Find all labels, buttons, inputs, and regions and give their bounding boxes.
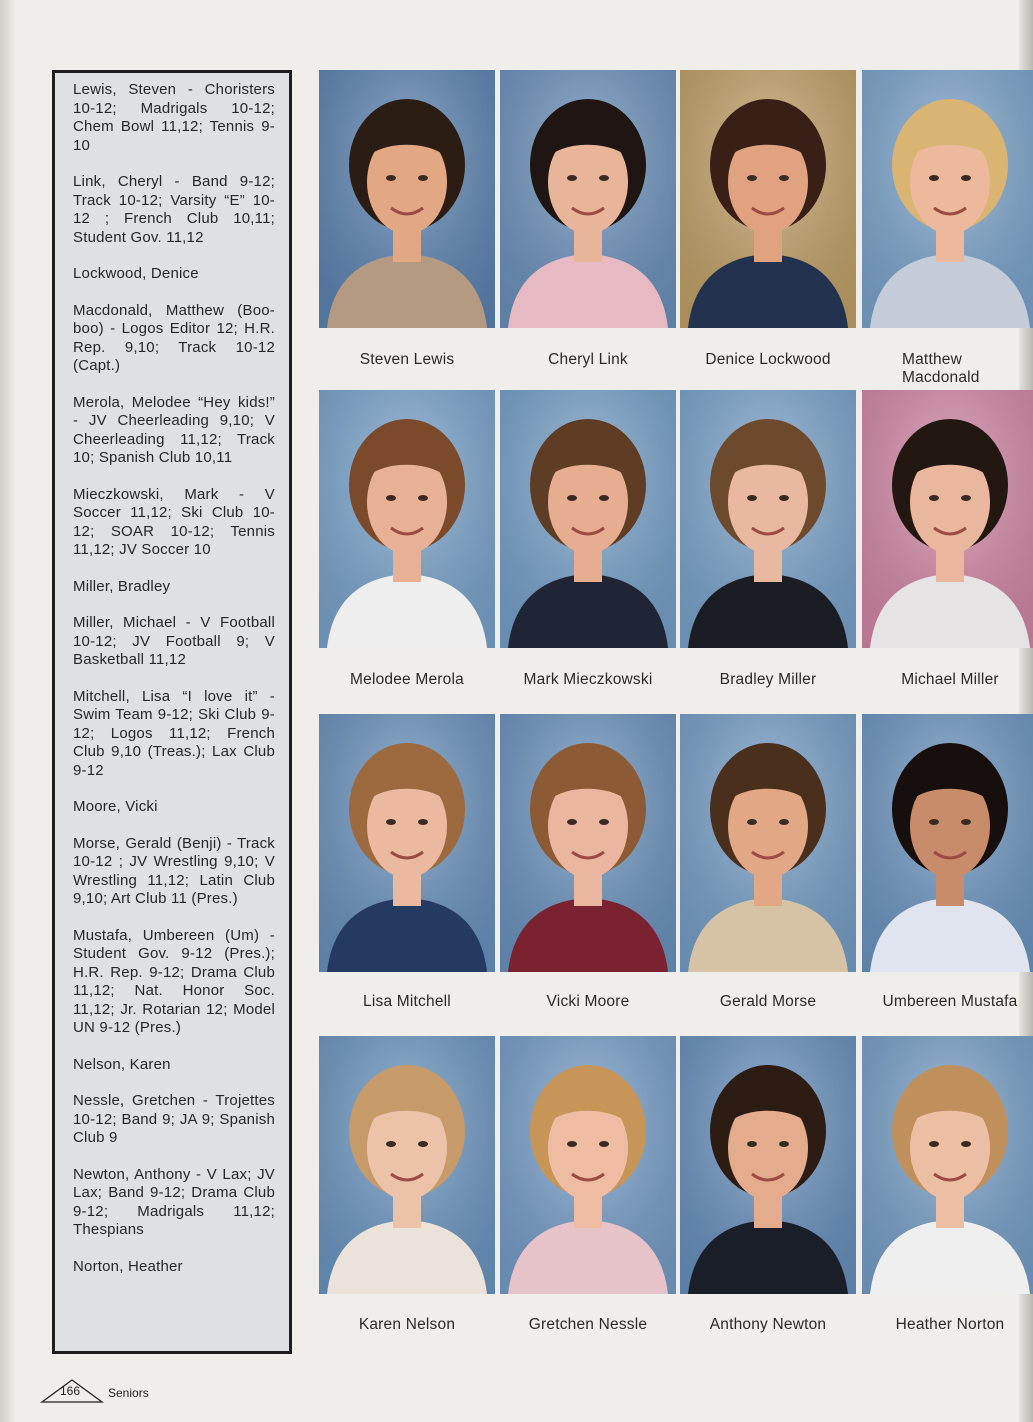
bio-entry: Mieczkowski, Mark - V Soccer 11,12; Ski Club 10-12; SOAR 10-12; Tennis 11,12; JV Soccer 10 [73,485,275,558]
bio-entry: Newton, Anthony - V Lax; JV Lax; Band 9-12; Drama Club 9-12; Madrigals 11,12; Thespians [73,1165,275,1238]
portrait-caption: Mark Mieczkowski [523,671,653,688]
portrait-caption: Karen Nelson [358,1316,456,1333]
portrait-caption: Matthew Macdonald [902,351,980,386]
bio-entry: Link, Cheryl - Band 9-12; Track 10-12; Varsity “E” 10-12 ; French Club 10,11; Student Gov. 11,12 [73,173,275,246]
portrait-caption: Cheryl Link [548,351,628,368]
portrait-photo [319,714,495,972]
bio-entry: Miller, Bradley [73,577,171,595]
portrait-caption: Michael Miller [901,671,999,688]
portrait-photo [680,1036,856,1294]
portrait-photo [319,70,495,328]
portrait-caption: Denice Lockwood [705,351,831,368]
bio-entry: Mitchell, Lisa “I love it” - Swim Team 9-12; Ski Club 9-12; Logos 11,12; French Club 9,10 (Treas.); Lax Club 9-12 [73,687,275,779]
portrait-caption: Bradley Miller [719,671,817,688]
senior-bio-box [52,70,292,1354]
section-label: Seniors [108,1386,149,1400]
page-number: 166 [60,1384,81,1398]
portrait-photo [500,1036,676,1294]
portrait-photo [319,1036,495,1294]
portrait-photo [862,714,1033,972]
portrait-caption: Umbereen Mustafa [882,993,1018,1010]
bio-entry: Lewis, Steven - Choristers 10-12; Madrigals 10-12; Chem Bowl 11,12; Tennis 9-10 [73,81,275,154]
bio-entry: Lockwood, Denice [73,265,199,282]
bio-entry: Nessle, Gretchen - Trojettes 10-12; Band 9; JA 9; Spanish Club 9 [73,1092,275,1146]
portrait-caption: Anthony Newton [709,1316,827,1333]
bio-entry: Norton, Heather [73,1257,183,1275]
portrait-photo [500,70,676,328]
portrait-photo [680,70,856,328]
portrait-photo [319,390,495,648]
page-binding-shadow [0,0,16,1422]
bio-entry: Miller, Michael - V Football 10-12; JV Football 9; V Basketball 11,12 [73,614,275,668]
bio-entry: Merola, Melodee “Hey kids!” - JV Cheerleading 9,10; V Cheerleading 11,12; Track 10; Spanish Club 10,11 [73,393,275,466]
bio-entry: Nelson, Karen [73,1055,171,1073]
bio-entry: Mustafa, Umbereen (Um) - Student Gov. 9-12 (Pres.); H.R. Rep. 9-12; Drama Club 11,12; Nat. Honor Soc. 11,12; Jr. Rotarian 12; Model UN 9-12 (Pres.) [73,926,275,1036]
portrait-caption: Vicki Moore [546,993,630,1010]
portrait-photo [500,714,676,972]
portrait-caption: Melodee Merola [350,671,464,688]
portrait-photo [862,70,1033,328]
portrait-photo [862,390,1033,648]
portrait-caption: Heather Norton [895,1316,1005,1333]
bio-entry: Morse, Gerald (Benji) - Track 10-12 ; JV Wrestling 9,10; V Wrestling 11,12; Latin Club 9,10; Art Club 11 (Pres.) [73,834,275,907]
portrait-caption: Gretchen Nessle [528,1316,648,1333]
portrait-caption: Steven Lewis [359,351,455,368]
portrait-photo [862,1036,1033,1294]
page-folio [40,1378,180,1408]
portrait-caption: Lisa Mitchell [363,993,451,1010]
portrait-photo [680,390,856,648]
portrait-photo [500,390,676,648]
portrait-caption: Gerald Morse [719,993,817,1010]
bio-entry: Macdonald, Matthew (Boo-boo) - Logos Editor 12; H.R. Rep. 9,10; Track 10-12 (Capt.) [73,301,275,374]
bio-entry: Moore, Vicki [73,798,158,815]
portrait-photo [680,714,856,972]
